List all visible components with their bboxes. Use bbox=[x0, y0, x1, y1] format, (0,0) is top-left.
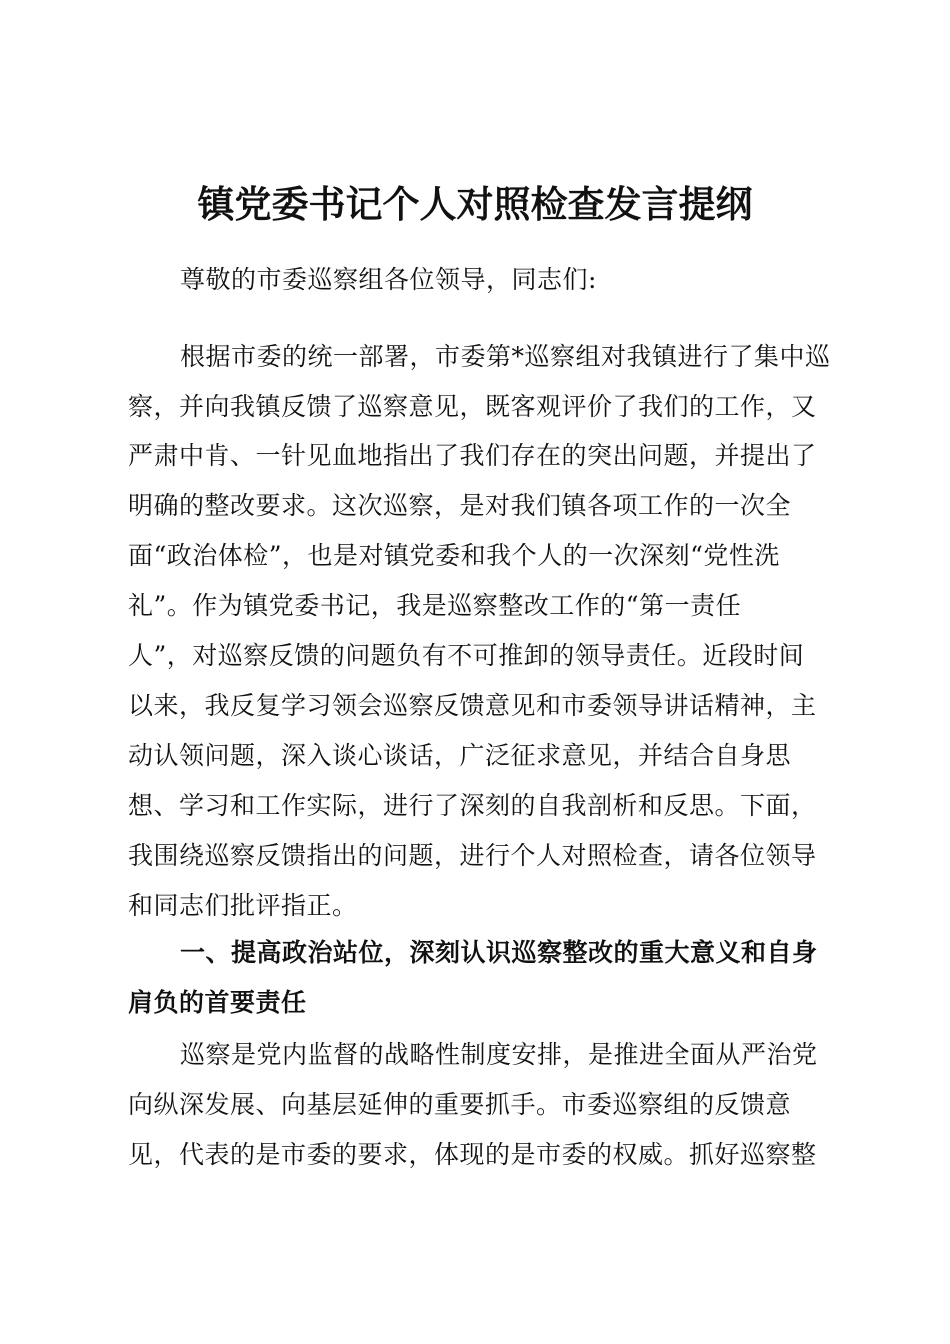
paragraph-line: 礼”。作为镇党委书记，我是巡察整改工作的“第一责任 bbox=[128, 591, 742, 620]
paragraph-line: 想、学习和工作实际，进行了深刻的自我剖析和反思。下面， bbox=[128, 791, 817, 820]
paragraph-line: 和同志们批评指正。 bbox=[128, 891, 358, 920]
document-title: 镇党委书记个人对照检查发言提纲 bbox=[197, 182, 753, 226]
paragraph-line: 严肃中肯、一针见血地指出了我们存在的突出问题，并提出了 bbox=[128, 441, 817, 470]
paragraph-line: 我围绕巡察反馈指出的问题，进行个人对照检查，请各位领导 bbox=[128, 841, 817, 870]
paragraph-line: 面“政治体检”，也是对镇党委和我个人的一次深刻“党性洗 bbox=[128, 541, 780, 570]
section-heading: 一、提高政治站位，深刻认识巡察整改的重大意义和自身 bbox=[180, 938, 818, 967]
paragraph-line: 根据市委的统一部署，市委第*巡察组对我镇进行了集中巡 bbox=[180, 342, 831, 371]
paragraph-line: 见，代表的是市委的要求，体现的是市委的权威。抓好巡察整 bbox=[128, 1140, 817, 1169]
paragraph-line: 察，并向我镇反馈了巡察意见，既客观评价了我们的工作，又 bbox=[128, 392, 817, 421]
paragraph-line: 以来，我反复学习领会巡察反馈意见和市委领导讲话精神，主 bbox=[128, 691, 817, 720]
salutation: 尊敬的市委巡察组各位领导，同志们: bbox=[180, 265, 597, 294]
paragraph-line: 向纵深发展、向基层延伸的重要抓手。市委巡察组的反馈意 bbox=[128, 1090, 792, 1119]
paragraph-line: 明确的整改要求。这次巡察，是对我们镇各项工作的一次全 bbox=[128, 491, 792, 520]
paragraph-line: 巡察是党内监督的战略性制度安排，是推进全面从严治党 bbox=[180, 1040, 818, 1069]
paragraph-line: 动认领问题，深入谈心谈话，广泛征求意见，并结合自身思 bbox=[128, 741, 792, 770]
paragraph-line: 人”，对巡察反馈的问题负有不可推卸的领导责任。近段时间 bbox=[128, 641, 805, 670]
section-heading: 肩负的首要责任 bbox=[128, 988, 307, 1017]
